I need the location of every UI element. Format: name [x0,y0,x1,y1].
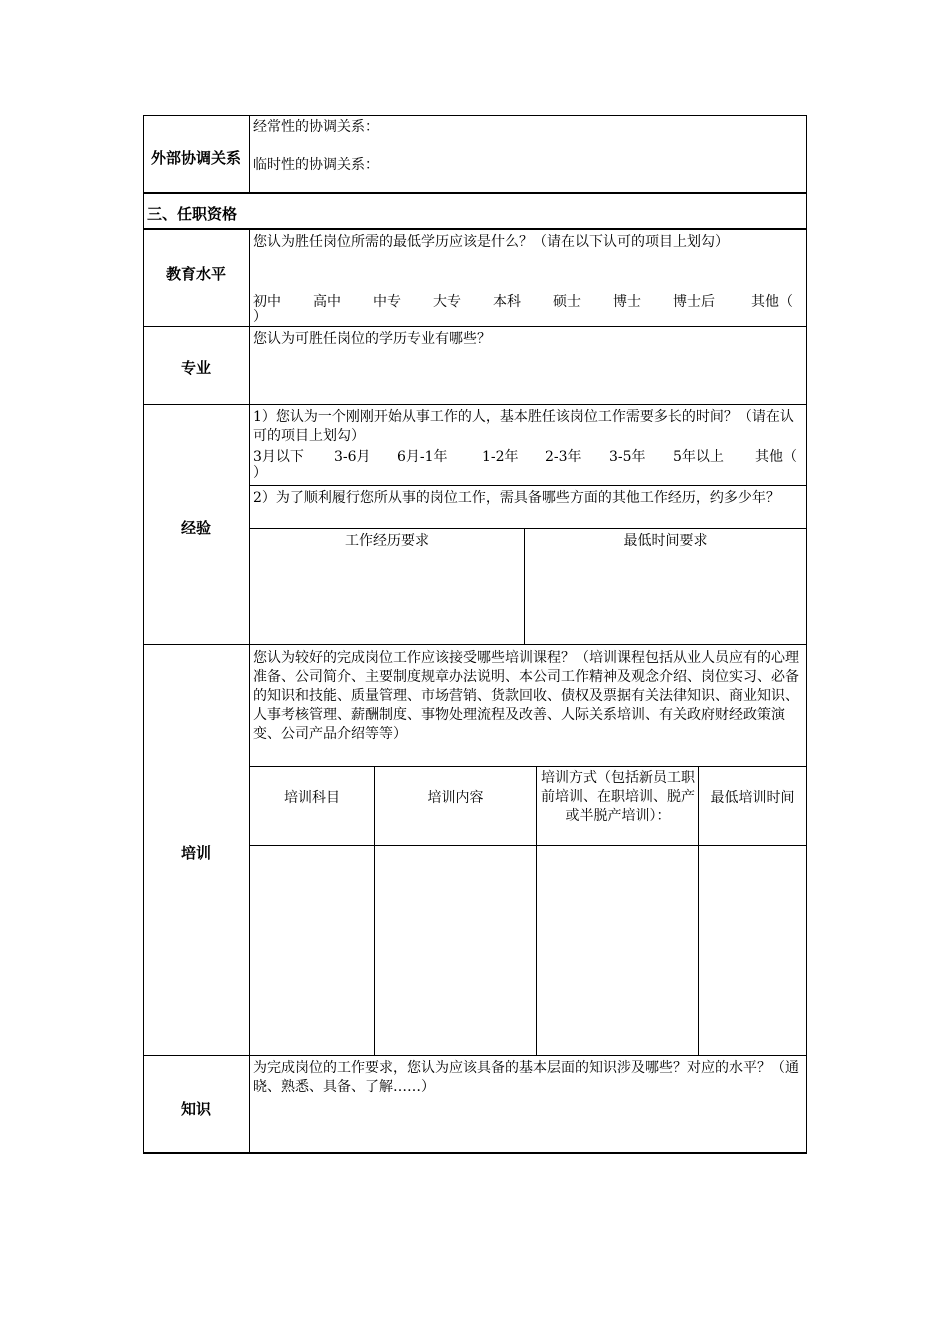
major-label: 专业 [180,359,211,377]
work-history-cell[interactable] [250,555,524,644]
education-option-close: ） [253,309,267,325]
education-option[interactable]: 中专 [373,294,401,310]
external-coordination-label: 外部协调关系 [150,149,241,167]
education-question: 您认为胜任岗位所需的最低学历应该是什么？（请在以下认可的项目上划勾） [253,234,729,250]
regular-coordination-field[interactable]: 经常性的协调关系： [253,119,379,135]
experience-option[interactable]: 5年以上 [673,449,724,465]
training-question: 您认为较好的完成岗位工作应该接受哪些培训课程？（培训课程包括从业人员应有的心理准备、公司简介、主要制度规章办法说明、本公司工作精神及观念介绍、岗位实习、必备的知识和技能、质量管理、市场营销、货款回收、债权及票据有关法律知识、商业知识、人事考核管理、薪酬制度、事物处理流程及改善、人际关系培训、有关政府财经政策演变、公司产品介绍等等） [253,650,799,742]
section-title-qualifications: 三、任职资格 [147,205,238,223]
knowledge-label: 知识 [180,1100,211,1118]
temporary-coordination-field[interactable]: 临时性的协调关系： [253,157,379,173]
training-method-cell[interactable] [537,846,698,1055]
experience-option[interactable]: 其他（ [755,449,797,465]
knowledge-question: 为完成岗位的工作要求，您认为应该具备的基本层面的知识涉及哪些？对应的水平？（通晓、熟悉、具备、了解……） [253,1060,799,1095]
education-option[interactable]: 博士后 [673,294,715,310]
training-subject-cell[interactable] [250,846,374,1055]
work-history-column-header: 工作经历要求 [345,533,429,549]
experience-option[interactable]: 6月-1年 [397,449,448,465]
experience-question-2: 2）为了顺利履行您所从事的岗位工作，需具备哪些方面的其他工作经历，约多少年？ [253,490,780,506]
training-subject-column-header: 培训科目 [284,790,340,806]
education-option[interactable]: 硕士 [553,294,581,310]
education-option[interactable]: 高中 [313,294,341,310]
experience-label: 经验 [180,519,211,537]
training-method-column-header: 培训方式（包括新员工职前培训、在职培训、脱产或半脱产培训）： [541,770,695,824]
education-option[interactable]: 其他（ [751,294,793,310]
training-content-column-header: 培训内容 [427,790,484,806]
min-time-cell[interactable] [525,555,806,644]
experience-option[interactable]: 2-3年 [545,449,582,465]
education-option[interactable]: 博士 [613,294,641,310]
min-training-time-cell[interactable] [699,846,806,1055]
education-option[interactable]: 初中 [253,294,281,310]
education-label: 教育水平 [165,265,226,283]
experience-option-close: ） [253,465,267,481]
training-label: 培训 [180,844,211,862]
education-option[interactable]: 本科 [493,294,521,310]
min-time-column-header: 最低时间要求 [623,533,708,549]
training-content-cell[interactable] [375,846,536,1055]
education-option[interactable]: 大专 [433,294,461,310]
min-training-time-column-header: 最低培训时间 [710,790,795,806]
experience-question-1: 1）您认为一个刚刚开始从事工作的人，基本胜任该岗位工作需要多长的时间？（请在认可的项目上划勾） [253,409,794,444]
experience-option[interactable]: 3月以下 [253,449,304,465]
experience-option[interactable]: 1-2年 [482,449,519,465]
experience-option[interactable]: 3-5年 [609,449,646,465]
major-question: 您认为可胜任岗位的学历专业有哪些？ [253,331,491,347]
experience-option[interactable]: 3-6月 [334,449,371,465]
